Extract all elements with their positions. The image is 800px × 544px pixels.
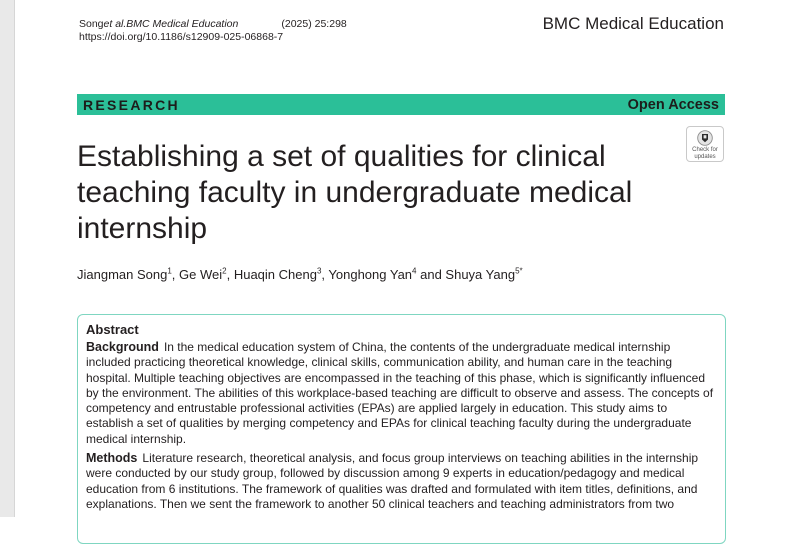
author-entry[interactable]: Huaqin Cheng$^3$ [233,266,322,282]
check-for-updates-icon [697,130,713,146]
abstract-heading: Abstract [86,322,139,337]
check-for-updates-badge[interactable] [686,126,724,162]
author-list: Jiangman Song$^1$, Ge Wei$^2$, Huaqin Cheng$^3$, Yonghong Yan$^4$ and Shuya Yang$^{5*}$ [77,266,523,282]
citation-line [79,18,347,31]
abstract-background [86,340,717,447]
citation-etal: et al. [103,18,127,30]
methods-label: Methods [86,451,138,466]
article-type-banner [77,94,725,115]
methods-text: Literature research, theoretical analysis, and focus group interviews on teaching abilities in the internship were conducted by our study group, followed by discussion among 9 experts in education/pedagogy and medical education from 6 institutions. The framework of qualities was drafted and formulated with item titles, definitions, and explanations. Then we sent the framework to another 50 clinical teachers and teaching administrators from two [86,451,699,511]
author-entry[interactable]: Shuya Yang$^{5*}$ [445,266,523,282]
citation-block [79,18,347,44]
citation-authors: Song [79,18,104,30]
open-access-label: Open Access [627,96,719,113]
citation-year: (2025) 25:298 [281,18,347,30]
abstract-methods [86,451,717,512]
journal-name: BMC Medical Education [542,14,724,33]
author-entry[interactable]: Ge Wei$^2$ [179,266,227,282]
article-title: Establishing a set of qualities for clinical teaching faculty in undergraduate medical internship [77,140,633,245]
citation-journal: BMC Medical Education [126,18,239,30]
background-text: In the medical education system of China, the contents of the undergraduate medical internship included practicing theoretical knowledge, clinical skills, communication ability, and human care in the teaching hospital. Multiple teaching objectives are encompassed in the teaching of this phase, which is significantly influenced by the environment. The abilities of this workplace-based teaching are difficult to observe and assess. The concepts of competency and entrustable professional activities (EPAs) are applied largely in education. This study aims to establish a set of qualities by merging competency and EPAs for clinical teaching faculty during the undergraduate medical internship. [86,340,714,446]
author-entry[interactable]: Jiangman Song$^1$ [77,266,172,282]
background-label: Background [86,340,159,354]
article-type-label: RESEARCH [83,96,180,113]
abstract-box [77,314,726,544]
viewer-left-edge [0,0,15,517]
doi-link[interactable]: https://doi.org/10.1186/s12909-025-06868-7 [79,31,284,43]
check-for-updates-text: Check for updates [692,147,718,160]
author-entry[interactable]: Yonghong Yan$^4$ [328,266,417,282]
